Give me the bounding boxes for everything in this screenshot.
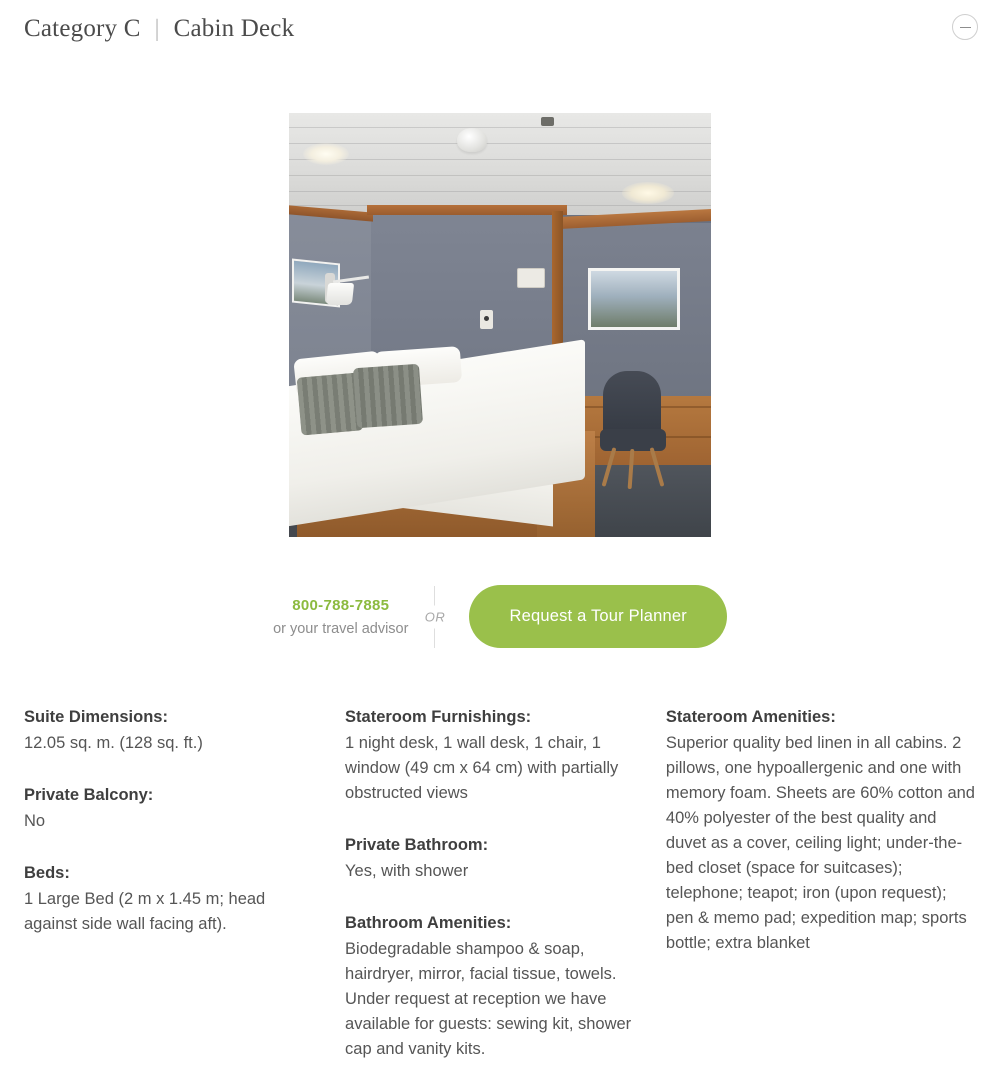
- spec-beds: [24, 861, 305, 937]
- phone-block: [273, 597, 434, 637]
- framed-picture-right: [588, 268, 680, 330]
- spec-label: Stateroom Amenities:: [665, 708, 836, 726]
- spec-private-balcony: [24, 783, 305, 834]
- spec-label: Private Bathroom:: [345, 836, 489, 854]
- spec-label: Beds:: [24, 864, 70, 882]
- spec-label: Private Balcony:: [24, 786, 154, 804]
- spec-value: No: [24, 812, 46, 830]
- chair-back: [603, 371, 661, 437]
- advisor-text: or your travel advisor: [273, 620, 409, 637]
- spec-value: 1 night desk, 1 wall desk, 1 chair, 1 window (49 cm x 64 cm) with partially obstructed views: [345, 734, 619, 802]
- spec-value: Superior quality bed linen in all cabins. 2 pillows, one hypoallergenic and one with memory foam. Sheets are 60% cotton and 40% polyester of the best quality and duvet as a cover, ceiling light; under-the-bed closet (space for suitcases); telephone; teapot; iron (upon request); pen & memo pad; expedition map; sports bottle; extra blanket: [665, 734, 975, 952]
- spec-value: Yes, with shower: [345, 862, 469, 880]
- spec-label: Suite Dimensions:: [24, 708, 168, 726]
- ceiling-light-right: [622, 182, 674, 204]
- specs-column-1: [24, 705, 345, 937]
- or-label: OR: [418, 605, 453, 628]
- spec-stateroom-furnishings: [345, 705, 632, 806]
- wood-trim-top: [367, 205, 567, 215]
- phone-link[interactable]: 800-788-7885: [292, 596, 390, 614]
- spec-private-bathroom: [345, 833, 632, 884]
- specs-column-2: [345, 705, 666, 1062]
- spec-value: 1 Large Bed (2 m x 1.45 m; head against side wall facing aft).: [24, 890, 266, 933]
- minus-circle-icon[interactable]: [952, 14, 978, 40]
- wall-lamp-shade: [326, 283, 354, 305]
- wall-panel: [517, 268, 545, 288]
- specs-column-3: [666, 705, 976, 956]
- spec-stateroom-amenities: [666, 705, 976, 956]
- request-tour-planner-button[interactable]: Request a Tour Planner: [469, 585, 726, 648]
- ceiling-light-left: [303, 143, 349, 165]
- spec-bathroom-amenities: [345, 911, 632, 1062]
- cta-divider: [424, 586, 446, 648]
- spec-value: Biodegradable shampoo & soap, hairdryer, mirror, facial tissue, towels. Under request at reception we have available for guests: sewing kit, shower cap and vanity kits.: [345, 940, 632, 1058]
- cushion-right: [353, 364, 423, 428]
- spec-value: 12.05 sq. m. (128 sq. ft.): [24, 734, 203, 752]
- page-header: [0, 0, 1000, 52]
- spec-suite-dimensions: [24, 705, 305, 756]
- title-deck: Cabin Deck: [173, 15, 295, 42]
- spec-label: Bathroom Amenities:: [345, 914, 512, 932]
- smoke-detector: [457, 128, 487, 152]
- specs-section: [0, 705, 1000, 1062]
- page-title: [24, 14, 976, 44]
- title-category: Category C: [24, 15, 141, 42]
- chair-seat: [600, 429, 666, 451]
- light-switch: [480, 310, 493, 329]
- minus-bar: [960, 27, 971, 28]
- cta-row: [0, 585, 1000, 648]
- spec-label: Stateroom Furnishings:: [345, 708, 532, 726]
- title-separator: |: [154, 16, 160, 42]
- stateroom-photo-container: [0, 113, 1000, 537]
- ceiling-vent: [541, 117, 554, 126]
- stateroom-photo: [289, 113, 711, 537]
